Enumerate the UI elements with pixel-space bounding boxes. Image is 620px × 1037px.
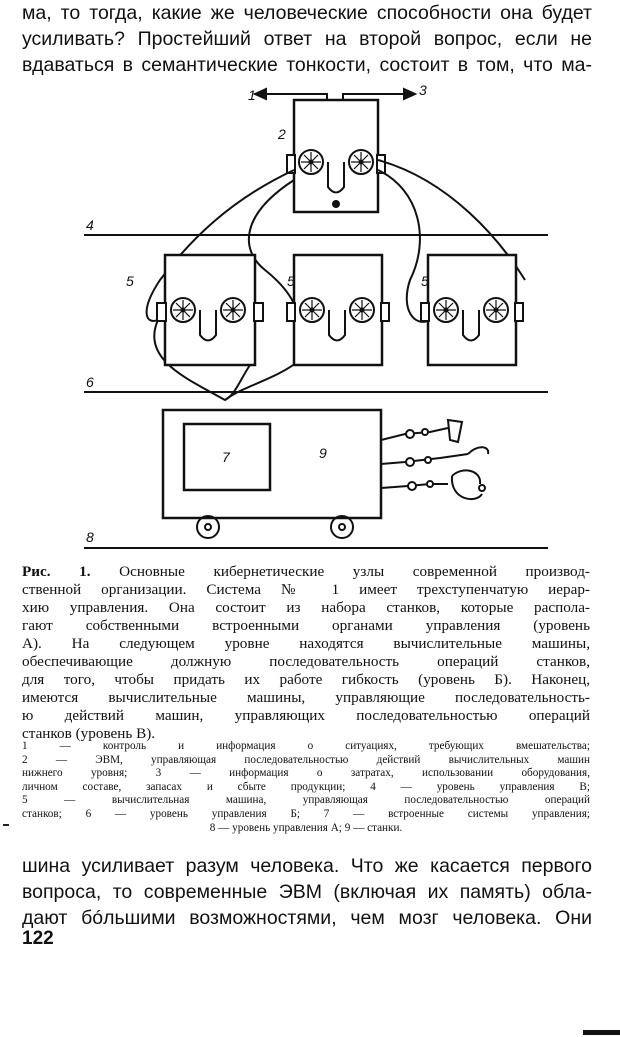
legend-line: 5 — вычислительная машина, управляющая последовательностью операций	[22, 794, 590, 807]
label-7: 7	[222, 449, 230, 465]
caption-line-text: Основные кибернетические узлы современной производ-	[119, 563, 590, 580]
legend-line: станков; 6 — уровень управления Б; 7 — встроенные системы управления;	[22, 807, 590, 820]
text-line: дают бóльшими возможностями, чем мозг человека. Они	[22, 907, 592, 929]
caption-line: А). На следующем уровне находятся вычислительные машины,	[22, 635, 590, 652]
caption-line: ю действий машин, управляющих последовательностью операций	[22, 707, 590, 724]
caption-line: станков (уровень В).	[22, 725, 156, 742]
caption-line: хию управления. Она состоит из набора станков, которые распола-	[22, 599, 590, 616]
text-line: усиливать? Простейший ответ на второй вопрос, если не	[22, 28, 592, 50]
caption-label: Рис. 1.	[22, 563, 91, 580]
label-6: 6	[86, 374, 94, 390]
legend-line: нижнего уровня; 3 — информация о затратах, использовании оборудования,	[22, 767, 590, 780]
legend-line: 2 — ЭВМ, управляющая последовательностью действий вычислительных машин	[22, 753, 590, 766]
text-line: вдаваться в семантические тонкости, состоит в том, что ма-	[22, 54, 592, 76]
figure-legend	[22, 740, 590, 835]
caption-line: обеспечивающие должную последовательность операций станков,	[22, 653, 590, 670]
label-5-middle: 5	[287, 273, 295, 289]
page-number: 122	[22, 928, 54, 949]
legend-line: 1 — контроль и информация о ситуациях, требующих вмешательства;	[22, 740, 590, 752]
legend-line: личном составе, запасах и сбыте продукции; 4 — уровень управления В;	[22, 780, 590, 793]
label-9: 9	[319, 445, 327, 461]
machine-tool	[163, 410, 488, 538]
bottom-paragraph	[22, 853, 592, 931]
top-paragraph	[22, 0, 592, 78]
caption-line: ственной организации. Система № 1 имеет трехступенчатую иерар-	[22, 581, 590, 598]
top-computer	[287, 100, 385, 212]
caption-line	[22, 563, 590, 581]
caption-line: гают собственными встроенными органами управления (уровень	[22, 617, 590, 634]
caption-line: имеются вычислительные машины, управляющие последовательность-	[22, 689, 590, 706]
label-5-right: 5	[421, 273, 429, 289]
text-line: шина усиливает разум человека. Что же касается первого	[22, 855, 592, 877]
figure-caption	[22, 563, 590, 743]
label-3: 3	[419, 82, 427, 98]
cybernetic-diagram	[0, 78, 620, 556]
label-5-left: 5	[126, 273, 134, 289]
label-2: 2	[278, 126, 286, 142]
margin-mark	[3, 824, 9, 826]
text-line: вопроса, то современные ЭВМ (включая их память) обла-	[22, 881, 592, 903]
middle-computers	[157, 255, 523, 365]
label-1: 1	[248, 87, 256, 103]
label-4: 4	[86, 217, 94, 233]
arrows	[255, 89, 415, 100]
caption-line: для того, чтобы придать их работе гибкость (уровень Б). Наконец,	[22, 671, 590, 688]
legend-line: 8 — уровень управления А; 9 — станки.	[209, 821, 403, 834]
label-8: 8	[86, 529, 94, 545]
text-line: ма, то тогда, какие же человеческие способности она будет	[22, 2, 592, 24]
corner-bar	[583, 1030, 620, 1035]
